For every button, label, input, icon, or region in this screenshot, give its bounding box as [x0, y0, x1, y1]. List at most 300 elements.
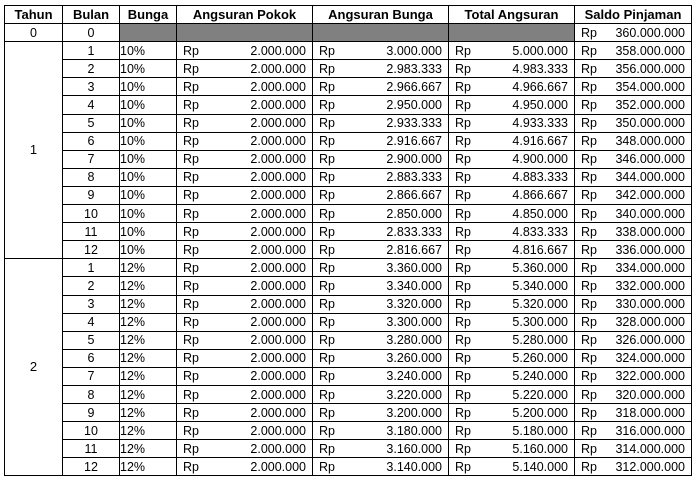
angsuran-pokok: 2.000.000: [250, 43, 306, 58]
angsuran-bunga-cell: [313, 78, 449, 96]
saldo-pinjaman-cell: [575, 295, 692, 313]
currency-label: Rp: [183, 152, 199, 167]
currency-label: Rp: [319, 170, 335, 185]
currency-label: Rp: [183, 206, 199, 221]
saldo-pinjaman: 350.000.000: [615, 116, 685, 131]
currency-label: Rp: [319, 61, 335, 76]
year-cell: 1: [5, 42, 63, 259]
bulan-cell: 7: [63, 367, 120, 385]
angsuran-pokok: 2.000.000: [250, 351, 306, 366]
angsuran-bunga-cell: [313, 295, 449, 313]
angsuran-pokok: 2.000.000: [250, 369, 306, 384]
angsuran-bunga: 2.816.667: [386, 242, 442, 257]
angsuran-pokok-cell: [177, 440, 313, 458]
saldo-pinjaman: 312.000.000: [615, 459, 685, 474]
currency-label: Rp: [581, 61, 597, 76]
angsuran-pokok: 2.000.000: [250, 98, 306, 113]
angsuran-bunga-cell: [313, 60, 449, 78]
saldo-pinjaman-cell: [575, 223, 692, 241]
table-row: [5, 42, 692, 60]
angsuran-bunga-cell: [313, 150, 449, 168]
total-angsuran-cell: [449, 132, 575, 150]
angsuran-bunga: 2.933.333: [386, 116, 442, 131]
angsuran-pokok: 2.000.000: [250, 206, 306, 221]
currency-label: Rp: [455, 134, 471, 149]
total-angsuran: 5.260.000: [512, 351, 568, 366]
angsuran-pokok-cell: [177, 168, 313, 186]
currency-label: Rp: [183, 351, 199, 366]
currency-label: Rp: [455, 116, 471, 131]
currency-label: Rp: [319, 188, 335, 203]
total-angsuran: 5.200.000: [512, 405, 568, 420]
saldo-pinjaman-cell: [575, 367, 692, 385]
total-angsuran-cell: [449, 313, 575, 331]
bulan-cell: 5: [63, 331, 120, 349]
angsuran-bunga: 2.916.667: [386, 134, 442, 149]
angsuran-pokok: 2.000.000: [250, 61, 306, 76]
currency-label: Rp: [455, 43, 471, 58]
saldo-pinjaman: 332.000.000: [615, 278, 685, 293]
saldo-pinjaman-cell: [575, 277, 692, 295]
currency-label: Rp: [581, 333, 597, 348]
currency-label: Rp: [455, 206, 471, 221]
bunga-rate-cell: 10%: [120, 114, 177, 132]
angsuran-pokok: 2.000.000: [250, 170, 306, 185]
initial-saldo-cell: [575, 24, 692, 42]
initial-row: [5, 24, 692, 42]
currency-label: Rp: [455, 441, 471, 456]
total-angsuran: 5.320.000: [512, 297, 568, 312]
bulan-cell: 6: [63, 349, 120, 367]
saldo-pinjaman-cell: [575, 422, 692, 440]
total-angsuran-cell: [449, 259, 575, 277]
table-body: [5, 24, 692, 476]
saldo-pinjaman-cell: [575, 42, 692, 60]
year-cell: 2: [5, 259, 63, 476]
bulan-cell: 12: [63, 241, 120, 259]
bunga-rate-cell: 12%: [120, 277, 177, 295]
table-row: [5, 404, 692, 422]
total-angsuran: 5.220.000: [512, 387, 568, 402]
angsuran-bunga: 3.320.000: [386, 297, 442, 312]
angsuran-bunga: 2.850.000: [386, 206, 442, 221]
angsuran-pokok-cell: [177, 114, 313, 132]
angsuran-pokok-cell: [177, 150, 313, 168]
angsuran-bunga: 2.900.000: [386, 152, 442, 167]
currency-label: Rp: [581, 242, 597, 257]
angsuran-bunga: 2.883.333: [386, 170, 442, 185]
currency-label: Rp: [183, 188, 199, 203]
currency-label: Rp: [319, 459, 335, 474]
total-angsuran-cell: [449, 277, 575, 295]
saldo-pinjaman-cell: [575, 259, 692, 277]
currency-label: Rp: [455, 260, 471, 275]
bulan-cell: 9: [63, 186, 120, 204]
currency-label: Rp: [581, 297, 597, 312]
currency-label: Rp: [455, 423, 471, 438]
currency-label: Rp: [183, 134, 199, 149]
total-angsuran: 5.240.000: [512, 369, 568, 384]
angsuran-pokok: 2.000.000: [250, 423, 306, 438]
currency-label: Rp: [183, 170, 199, 185]
blank-cell: [120, 24, 177, 42]
currency-label: Rp: [183, 116, 199, 131]
angsuran-bunga: 2.866.667: [386, 188, 442, 203]
bunga-rate-cell: 10%: [120, 168, 177, 186]
blank-cell: [449, 24, 575, 42]
angsuran-bunga-cell: [313, 168, 449, 186]
currency-label: Rp: [183, 260, 199, 275]
saldo-pinjaman-cell: [575, 78, 692, 96]
currency-label: Rp: [581, 423, 597, 438]
currency-label: Rp: [183, 278, 199, 293]
bunga-rate-cell: 12%: [120, 458, 177, 476]
blank-cell: [177, 24, 313, 42]
angsuran-bunga: 3.300.000: [386, 315, 442, 330]
bulan-cell: 8: [63, 168, 120, 186]
total-angsuran-cell: [449, 367, 575, 385]
saldo-pinjaman: 330.000.000: [615, 297, 685, 312]
saldo-pinjaman-cell: [575, 241, 692, 259]
angsuran-bunga: 3.240.000: [386, 369, 442, 384]
table-row: [5, 132, 692, 150]
bulan-cell: 2: [63, 60, 120, 78]
bunga-rate-cell: 12%: [120, 295, 177, 313]
currency-label: Rp: [581, 206, 597, 221]
currency-label: Rp: [319, 116, 335, 131]
currency-label: Rp: [319, 134, 335, 149]
currency-label: Rp: [455, 98, 471, 113]
saldo-pinjaman: 318.000.000: [615, 405, 685, 420]
angsuran-bunga-cell: [313, 132, 449, 150]
angsuran-bunga: 2.983.333: [386, 61, 442, 76]
total-angsuran: 4.833.333: [512, 224, 568, 239]
header-total-angsuran: Total Angsuran: [449, 6, 575, 24]
saldo-pinjaman: 314.000.000: [615, 441, 685, 456]
angsuran-bunga: 3.220.000: [386, 387, 442, 402]
currency-label: Rp: [183, 369, 199, 384]
table-row: [5, 114, 692, 132]
angsuran-pokok-cell: [177, 42, 313, 60]
table-row: [5, 331, 692, 349]
table-row: [5, 241, 692, 259]
total-angsuran-cell: [449, 385, 575, 403]
currency-label: Rp: [581, 315, 597, 330]
currency-label: Rp: [319, 441, 335, 456]
saldo-pinjaman: 358.000.000: [615, 43, 685, 58]
currency-label: Rp: [581, 116, 597, 131]
total-angsuran-cell: [449, 186, 575, 204]
table-row: [5, 168, 692, 186]
angsuran-pokok: 2.000.000: [250, 333, 306, 348]
currency-label: Rp: [183, 242, 199, 257]
bulan-cell: 5: [63, 114, 120, 132]
header-bunga: Bunga: [120, 6, 177, 24]
currency-label: Rp: [183, 79, 199, 94]
currency-label: Rp: [455, 170, 471, 185]
angsuran-pokok-cell: [177, 205, 313, 223]
saldo-pinjaman: 348.000.000: [615, 134, 685, 149]
angsuran-bunga: 2.833.333: [386, 224, 442, 239]
bunga-rate-cell: 12%: [120, 331, 177, 349]
currency-label: Rp: [581, 260, 597, 275]
angsuran-pokok-cell: [177, 295, 313, 313]
bunga-rate-cell: 10%: [120, 132, 177, 150]
bunga-rate-cell: 10%: [120, 60, 177, 78]
angsuran-bunga: 3.360.000: [386, 260, 442, 275]
saldo-pinjaman-cell: [575, 404, 692, 422]
total-angsuran: 5.360.000: [512, 260, 568, 275]
currency-label: Rp: [183, 98, 199, 113]
currency-label: Rp: [581, 441, 597, 456]
currency-label: Rp: [183, 224, 199, 239]
currency-label: Rp: [183, 405, 199, 420]
bunga-rate-cell: 10%: [120, 42, 177, 60]
bulan-cell: 10: [63, 422, 120, 440]
currency-label: Rp: [319, 224, 335, 239]
table-row: [5, 150, 692, 168]
header-saldo-pinjaman: Saldo Pinjaman: [575, 6, 692, 24]
currency-label: Rp: [455, 387, 471, 402]
currency-label: Rp: [581, 351, 597, 366]
angsuran-bunga-cell: [313, 349, 449, 367]
bulan-cell: 8: [63, 385, 120, 403]
angsuran-bunga: 3.000.000: [386, 43, 442, 58]
total-angsuran: 4.916.667: [512, 134, 568, 149]
currency-label: Rp: [183, 297, 199, 312]
bulan-cell: 11: [63, 440, 120, 458]
bulan-cell: 12: [63, 458, 120, 476]
currency-label: Rp: [455, 61, 471, 76]
currency-label: Rp: [319, 152, 335, 167]
angsuran-pokok: 2.000.000: [250, 79, 306, 94]
total-angsuran: 5.000.000: [512, 43, 568, 58]
saldo-pinjaman: 324.000.000: [615, 351, 685, 366]
bunga-rate-cell: 12%: [120, 367, 177, 385]
bunga-rate-cell: 10%: [120, 78, 177, 96]
angsuran-pokok: 2.000.000: [250, 387, 306, 402]
angsuran-pokok-cell: [177, 313, 313, 331]
angsuran-pokok: 2.000.000: [250, 297, 306, 312]
angsuran-pokok: 2.000.000: [250, 152, 306, 167]
saldo-pinjaman-cell: [575, 150, 692, 168]
total-angsuran: 4.950.000: [512, 98, 568, 113]
total-angsuran-cell: [449, 331, 575, 349]
table-row: [5, 440, 692, 458]
header-row: [5, 6, 692, 24]
total-angsuran-cell: [449, 205, 575, 223]
total-angsuran: 5.180.000: [512, 423, 568, 438]
currency-label: Rp: [581, 170, 597, 185]
currency-label: Rp: [319, 206, 335, 221]
currency-label: Rp: [183, 43, 199, 58]
table-row: [5, 349, 692, 367]
bulan-cell: 4: [63, 96, 120, 114]
total-angsuran-cell: [449, 458, 575, 476]
currency-label: Rp: [581, 43, 597, 58]
currency-label: Rp: [319, 79, 335, 94]
bulan-cell: 1: [63, 259, 120, 277]
angsuran-pokok-cell: [177, 186, 313, 204]
total-angsuran-cell: [449, 241, 575, 259]
bulan-cell: 4: [63, 313, 120, 331]
bunga-rate-cell: 10%: [120, 241, 177, 259]
total-angsuran: 4.850.000: [512, 206, 568, 221]
angsuran-pokok-cell: [177, 60, 313, 78]
angsuran-pokok-cell: [177, 422, 313, 440]
table-row: [5, 367, 692, 385]
angsuran-bunga-cell: [313, 313, 449, 331]
currency-label: Rp: [183, 441, 199, 456]
angsuran-bunga: 3.280.000: [386, 333, 442, 348]
angsuran-bunga-cell: [313, 422, 449, 440]
bulan-cell: 10: [63, 205, 120, 223]
saldo-pinjaman: 340.000.000: [615, 206, 685, 221]
angsuran-pokok-cell: [177, 458, 313, 476]
angsuran-pokok-cell: [177, 96, 313, 114]
angsuran-bunga-cell: [313, 404, 449, 422]
angsuran-bunga: 2.966.667: [386, 79, 442, 94]
total-angsuran-cell: [449, 42, 575, 60]
header-angsuran-pokok: Angsuran Pokok: [177, 6, 313, 24]
table-row: [5, 78, 692, 96]
currency-label: Rp: [581, 188, 597, 203]
total-angsuran-cell: [449, 440, 575, 458]
blank-cell: [313, 24, 449, 42]
angsuran-bunga-cell: [313, 186, 449, 204]
angsuran-pokok: 2.000.000: [250, 224, 306, 239]
table-row: [5, 277, 692, 295]
saldo-pinjaman: 342.000.000: [615, 188, 685, 203]
saldo-pinjaman: 326.000.000: [615, 333, 685, 348]
table-row: [5, 385, 692, 403]
currency-label: Rp: [581, 369, 597, 384]
saldo-pinjaman: 356.000.000: [615, 61, 685, 76]
bunga-rate-cell: 12%: [120, 349, 177, 367]
currency-label: Rp: [455, 188, 471, 203]
bunga-rate-cell: 10%: [120, 96, 177, 114]
angsuran-pokok-cell: [177, 404, 313, 422]
currency-label: Rp: [319, 423, 335, 438]
saldo-pinjaman: 316.000.000: [615, 423, 685, 438]
currency-label: Rp: [183, 315, 199, 330]
currency-label: Rp: [455, 405, 471, 420]
saldo-pinjaman: 344.000.000: [615, 170, 685, 185]
currency-label: Rp: [319, 297, 335, 312]
angsuran-pokok: 2.000.000: [250, 188, 306, 203]
saldo-pinjaman: 338.000.000: [615, 224, 685, 239]
bunga-rate-cell: 12%: [120, 313, 177, 331]
total-angsuran: 5.280.000: [512, 333, 568, 348]
bunga-rate-cell: 10%: [120, 205, 177, 223]
angsuran-bunga-cell: [313, 205, 449, 223]
table-row: [5, 96, 692, 114]
saldo-pinjaman-cell: [575, 385, 692, 403]
saldo-pinjaman: 346.000.000: [615, 152, 685, 167]
currency-label: Rp: [455, 459, 471, 474]
currency-label: Rp: [319, 242, 335, 257]
currency-label: Rp: [455, 333, 471, 348]
total-angsuran: 5.340.000: [512, 278, 568, 293]
saldo-pinjaman-cell: [575, 60, 692, 78]
saldo-pinjaman-cell: [575, 132, 692, 150]
angsuran-bunga: 3.160.000: [386, 441, 442, 456]
saldo-pinjaman-cell: [575, 349, 692, 367]
table-row: [5, 458, 692, 476]
saldo-pinjaman: 336.000.000: [615, 242, 685, 257]
currency-label: Rp: [455, 242, 471, 257]
initial-saldo: 360.000.000: [615, 25, 685, 40]
total-angsuran-cell: [449, 96, 575, 114]
saldo-pinjaman-cell: [575, 440, 692, 458]
saldo-pinjaman-cell: [575, 458, 692, 476]
currency-label: Rp: [581, 387, 597, 402]
bulan-cell: 2: [63, 277, 120, 295]
total-angsuran: 4.983.333: [512, 61, 568, 76]
bunga-rate-cell: 12%: [120, 385, 177, 403]
currency-label: Rp: [581, 134, 597, 149]
total-angsuran-cell: [449, 78, 575, 96]
currency-label: Rp: [455, 315, 471, 330]
angsuran-bunga-cell: [313, 367, 449, 385]
currency-label: Rp: [319, 405, 335, 420]
currency-label: Rp: [455, 278, 471, 293]
header-tahun: Tahun: [5, 6, 63, 24]
angsuran-bunga: 3.200.000: [386, 405, 442, 420]
total-angsuran-cell: [449, 223, 575, 241]
angsuran-bunga-cell: [313, 96, 449, 114]
table-row: [5, 223, 692, 241]
total-angsuran: 4.933.333: [512, 116, 568, 131]
saldo-pinjaman-cell: [575, 313, 692, 331]
angsuran-pokok-cell: [177, 277, 313, 295]
angsuran-bunga-cell: [313, 223, 449, 241]
currency-label: Rp: [183, 387, 199, 402]
bulan-cell: 3: [63, 295, 120, 313]
saldo-pinjaman: 322.000.000: [615, 369, 685, 384]
saldo-pinjaman: 352.000.000: [615, 98, 685, 113]
angsuran-pokok-cell: [177, 331, 313, 349]
currency-label: Rp: [455, 152, 471, 167]
angsuran-bunga-cell: [313, 241, 449, 259]
table-row: [5, 259, 692, 277]
angsuran-bunga: 2.950.000: [386, 98, 442, 113]
total-angsuran-cell: [449, 404, 575, 422]
angsuran-bunga-cell: [313, 259, 449, 277]
currency-label: Rp: [183, 459, 199, 474]
angsuran-bunga-cell: [313, 440, 449, 458]
bulan-cell: 1: [63, 42, 120, 60]
saldo-pinjaman: 320.000.000: [615, 387, 685, 402]
angsuran-pokok-cell: [177, 78, 313, 96]
angsuran-bunga-cell: [313, 385, 449, 403]
total-angsuran-cell: [449, 349, 575, 367]
header-bulan: Bulan: [63, 6, 120, 24]
angsuran-pokok-cell: [177, 367, 313, 385]
bunga-rate-cell: 12%: [120, 422, 177, 440]
angsuran-pokok-cell: [177, 259, 313, 277]
currency-label: Rp: [183, 61, 199, 76]
total-angsuran: 4.816.667: [512, 242, 568, 257]
bulan-cell: 3: [63, 78, 120, 96]
angsuran-pokok: 2.000.000: [250, 116, 306, 131]
currency-label: Rp: [319, 98, 335, 113]
bulan-cell: 9: [63, 404, 120, 422]
initial-tahun: 0: [5, 24, 63, 42]
bunga-rate-cell: 12%: [120, 259, 177, 277]
bunga-rate-cell: 10%: [120, 186, 177, 204]
currency-label: Rp: [455, 79, 471, 94]
